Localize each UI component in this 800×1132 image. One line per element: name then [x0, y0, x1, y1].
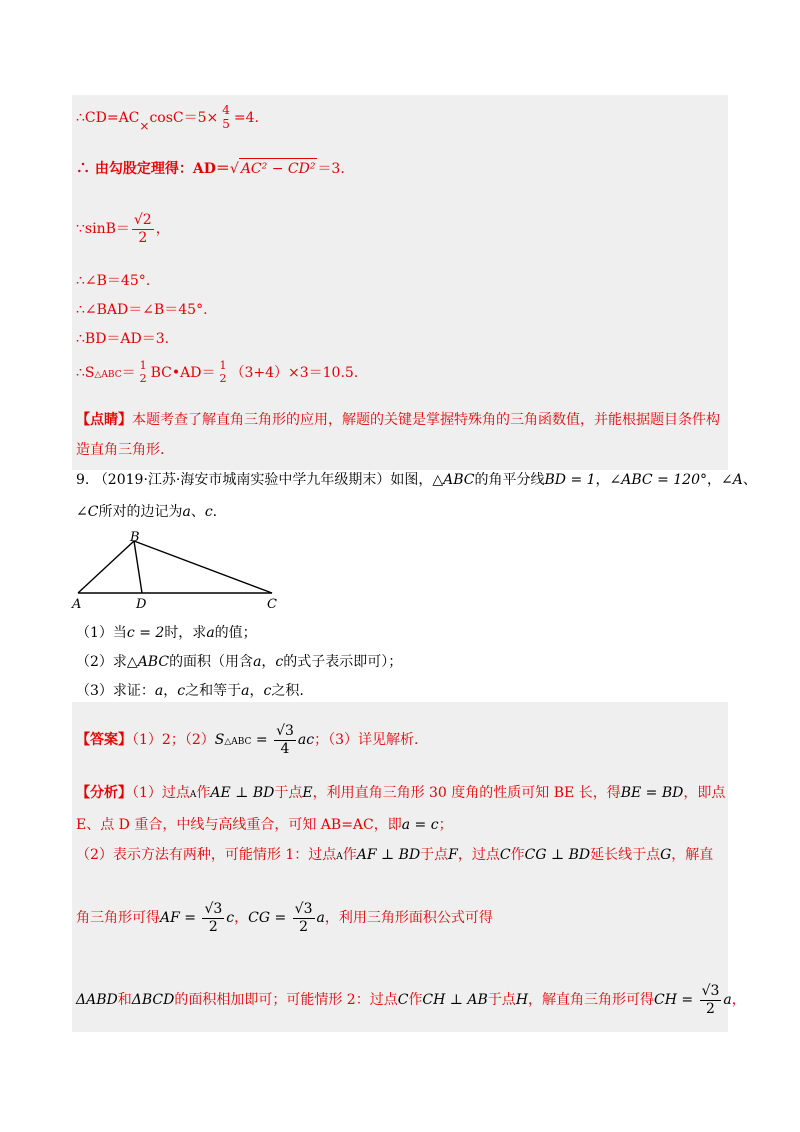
analysis-line-5: ΔABD和ΔBCD的面积相加即可；可能情形 2：过点C作CH ⊥ AB于点H，解直角三角形可得CH = $\frac{√3}{2}$ a， — [76, 983, 746, 1017]
question-3: （3）求证：a，c之和等于a，c之积. — [76, 683, 304, 699]
solution-line-bad: ∴∠BAD＝∠B＝45°. — [76, 302, 208, 318]
problem-9-stem-2: ∠C所对的边记为a、c. — [76, 504, 218, 520]
segment-bd — [134, 541, 142, 593]
question-2: （2）求△ABC的面积（用含a，c的式子表示即可）； — [76, 654, 403, 670]
analysis-line-1: 【分析】（1）过点A作AE ⊥ BD于点E，利用直角三角形 30 度角的性质可知 BE 长，得BE = BD，即点 — [76, 785, 726, 801]
analysis-line-2: E、点 D 重合，中线与高线重合，可知 AB=AC，即a = c； — [76, 817, 453, 833]
label-c: C — [267, 597, 277, 612]
label-a: A — [72, 597, 82, 612]
segment-ab — [78, 541, 134, 593]
solution-line-b45: ∴∠B＝45°. — [76, 273, 151, 289]
dianjing-line-1: 【点睛】本题考查了解直角三角形的应用，解题的关键是掌握特殊角的三角函数值，并能根据题目条件构 — [76, 412, 720, 428]
question-1: （1）当c = 2时，求a的值； — [76, 625, 257, 641]
solution-line-ad: ∴ 由勾股定理得：AD＝√ AC² − CD² ＝3. — [76, 158, 345, 179]
triangle-figure — [70, 530, 290, 612]
analysis-line-4: 角三角形可得AF = $\frac{√3}{2}$ c，CG = $\frac{√3}{2}$ a，利用三角形面积公式可得 — [76, 901, 493, 935]
label-b: B — [130, 530, 140, 545]
solution-line-cd: ∴CD=AC×cosC＝5× 4 5 =4. — [76, 103, 260, 133]
segment-bc — [134, 541, 272, 593]
analysis-line-3: （2）表示方法有两种，可能情形 1：过点A作AF ⊥ BD于点F，过点C作CG ⊥ BD延长线于点G，解直 — [76, 847, 714, 863]
solution-line-sinb: ∵sinB＝ $\frac{√2}{2}$ ， — [76, 212, 170, 246]
label-d: D — [136, 597, 147, 612]
solution-line-area: ∴S△ABC＝ 1 2 BC•AD＝ 1 2 （3+4）×3＝10.5. — [76, 359, 359, 385]
dianjing-line-2: 造直角三角形. — [76, 442, 165, 458]
answer-line: 【答案】（1）2；（2）S△ABC = $\frac{√3}{4}$ ac；（3）详见解析. — [76, 723, 419, 757]
solution-line-bd: ∴BD＝AD＝3. — [76, 331, 170, 347]
problem-9-stem: 9. （2019·江苏·海安市城南实验中学九年级期末）如图，△ABC的角平分线BD = 1，∠ABC = 120°，∠A、 — [76, 472, 757, 488]
